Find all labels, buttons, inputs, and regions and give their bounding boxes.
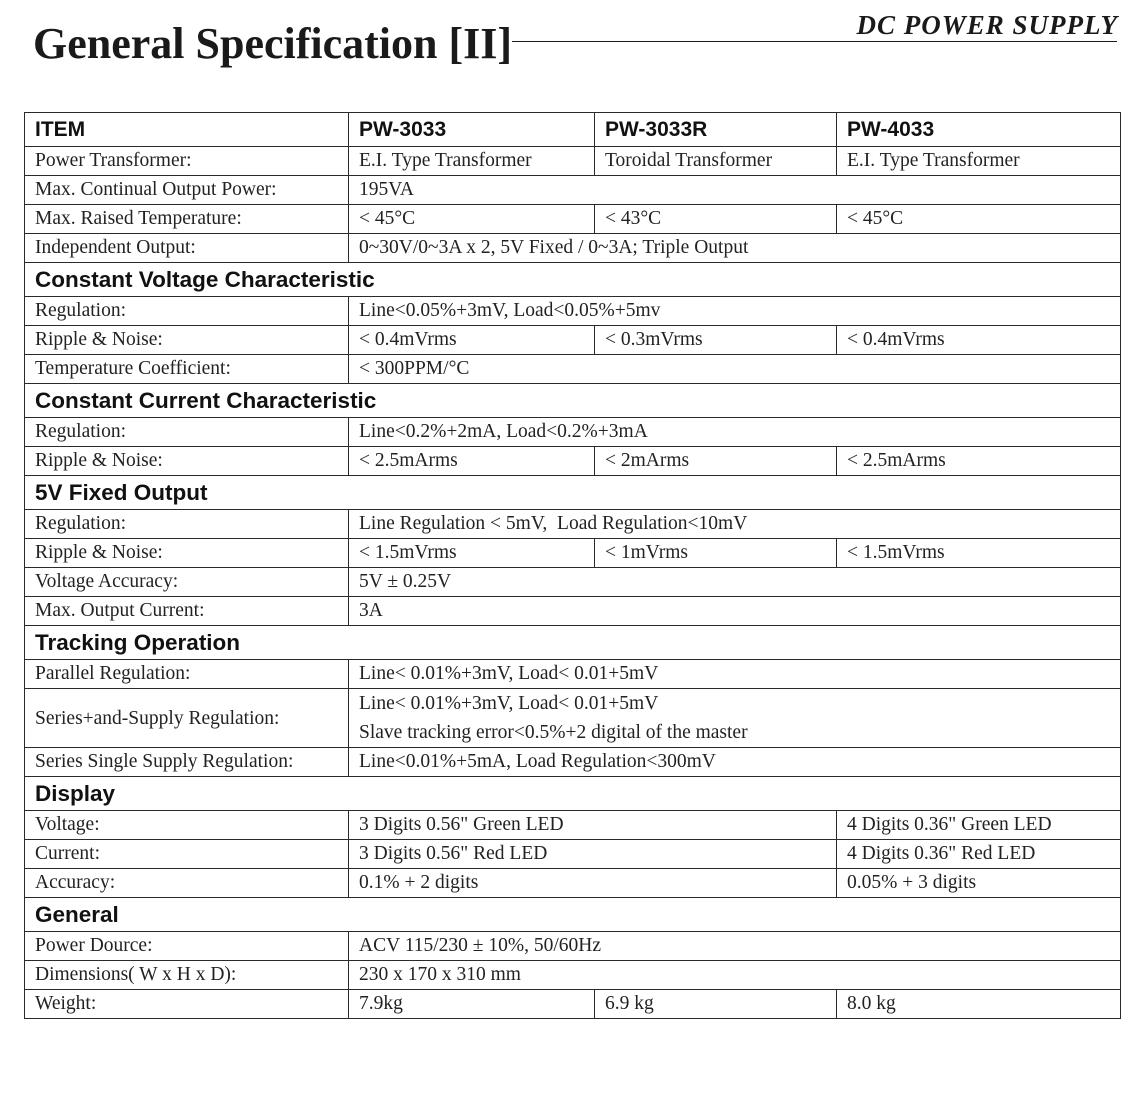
row-label: Regulation: xyxy=(25,510,349,539)
cell-value: < 300PPM/°C xyxy=(349,355,1121,384)
table-row xyxy=(25,447,1121,476)
table-row xyxy=(25,539,1121,568)
row-label: Current: xyxy=(25,840,349,869)
cell-value: 195VA xyxy=(349,176,1121,205)
row-label: Max. Raised Temperature: xyxy=(25,205,349,234)
section-heading: Display xyxy=(25,777,1121,811)
cell-value: E.I. Type Transformer xyxy=(837,147,1121,176)
cell-value: 5V ± 0.25V xyxy=(349,568,1121,597)
column-header-pw4033: PW-4033 xyxy=(837,113,1121,147)
section-row xyxy=(25,626,1121,660)
cell-value: < 1.5mVrms xyxy=(837,539,1121,568)
table-row xyxy=(25,176,1121,205)
table-row xyxy=(25,932,1121,961)
row-label: Max. Continual Output Power: xyxy=(25,176,349,205)
cell-value: < 2.5mArms xyxy=(837,447,1121,476)
row-label: Ripple & Noise: xyxy=(25,447,349,476)
column-header-item: ITEM xyxy=(25,113,349,147)
row-label: Dimensions( W x H x D): xyxy=(25,961,349,990)
table-row xyxy=(25,748,1121,777)
cell-value: < 2.5mArms xyxy=(349,447,595,476)
page-title: General Specification [II] xyxy=(33,19,513,68)
cell-value: 0.1% + 2 digits xyxy=(349,869,837,898)
table-row xyxy=(25,234,1121,263)
brand-label: DC POWER SUPPLY xyxy=(856,10,1118,40)
cell-value: Line Regulation < 5mV, Load Regulation<10mV xyxy=(349,510,1121,539)
row-label: Regulation: xyxy=(25,297,349,326)
table-row xyxy=(25,326,1121,355)
cell-value: Line<0.01%+5mA, Load Regulation<300mV xyxy=(349,748,1121,777)
table-row xyxy=(25,205,1121,234)
table-row xyxy=(25,597,1121,626)
row-label: Series+and-Supply Regulation: xyxy=(25,689,349,748)
cell-value: 6.9 kg xyxy=(595,990,837,1019)
cell-value: 230 x 170 x 310 mm xyxy=(349,961,1121,990)
table-row xyxy=(25,840,1121,869)
table-row xyxy=(25,297,1121,326)
row-label: Temperature Coefficient: xyxy=(25,355,349,384)
cell-value: < 0.4mVrms xyxy=(349,326,595,355)
table-row xyxy=(25,418,1121,447)
row-label: Regulation: xyxy=(25,418,349,447)
cell-value: < 43°C xyxy=(595,205,837,234)
table-row xyxy=(25,355,1121,384)
row-label: Ripple & Noise: xyxy=(25,539,349,568)
cell-line: Line< 0.01%+3mV, Load< 0.01+5mV xyxy=(359,693,659,714)
cell-value: Line<0.05%+3mV, Load<0.05%+5mv xyxy=(349,297,1121,326)
cell-value: < 2mArms xyxy=(595,447,837,476)
table-row xyxy=(25,689,1121,748)
row-label: Series Single Supply Regulation: xyxy=(25,748,349,777)
cell-value: 0.05% + 3 digits xyxy=(837,869,1121,898)
table-row xyxy=(25,147,1121,176)
column-header-pw3033: PW-3033 xyxy=(349,113,595,147)
row-label: Voltage: xyxy=(25,811,349,840)
row-label: Power Transformer: xyxy=(25,147,349,176)
cell-value: 7.9kg xyxy=(349,990,595,1019)
section-row xyxy=(25,476,1121,510)
spec-table xyxy=(24,112,1121,1019)
cell-value: ACV 115/230 ± 10%, 50/60Hz xyxy=(349,932,1121,961)
cell-value: 8.0 kg xyxy=(837,990,1121,1019)
row-label: Weight: xyxy=(25,990,349,1019)
table-row xyxy=(25,568,1121,597)
section-row xyxy=(25,777,1121,811)
section-row xyxy=(25,263,1121,297)
cell-value: E.I. Type Transformer xyxy=(349,147,595,176)
cell-value xyxy=(349,689,1121,748)
table-row xyxy=(25,660,1121,689)
section-row xyxy=(25,384,1121,418)
cell-value: 3 Digits 0.56" Green LED xyxy=(349,811,837,840)
table-header-row xyxy=(25,113,1121,147)
cell-line: Slave tracking error<0.5%+2 digital of the master xyxy=(359,722,748,743)
section-heading: Tracking Operation xyxy=(25,626,1121,660)
section-heading: General xyxy=(25,898,1121,932)
cell-value: < 45°C xyxy=(349,205,595,234)
cell-value: < 45°C xyxy=(837,205,1121,234)
cell-value: 0~30V/0~3A x 2, 5V Fixed / 0~3A; Triple Output xyxy=(349,234,1121,263)
cell-value: < 1mVrms xyxy=(595,539,837,568)
table-row xyxy=(25,990,1121,1019)
cell-value: 3A xyxy=(349,597,1121,626)
row-label: Accuracy: xyxy=(25,869,349,898)
table-row xyxy=(25,869,1121,898)
cell-value: < 0.3mVrms xyxy=(595,326,837,355)
row-label: Voltage Accuracy: xyxy=(25,568,349,597)
column-header-pw3033r: PW-3033R xyxy=(595,113,837,147)
row-label: Parallel Regulation: xyxy=(25,660,349,689)
row-label: Independent Output: xyxy=(25,234,349,263)
section-heading: 5V Fixed Output xyxy=(25,476,1121,510)
cell-value: 3 Digits 0.56" Red LED xyxy=(349,840,837,869)
section-row xyxy=(25,898,1121,932)
table-row xyxy=(25,811,1121,840)
cell-value: Line< 0.01%+3mV, Load< 0.01+5mV xyxy=(349,660,1121,689)
table-row xyxy=(25,961,1121,990)
cell-value: Line<0.2%+2mA, Load<0.2%+3mA xyxy=(349,418,1121,447)
cell-value: Toroidal Transformer xyxy=(595,147,837,176)
cell-value: 4 Digits 0.36" Green LED xyxy=(837,811,1121,840)
row-label: Power Dource: xyxy=(25,932,349,961)
table-row xyxy=(25,510,1121,539)
cell-value: < 1.5mVrms xyxy=(349,539,595,568)
section-heading: Constant Voltage Characteristic xyxy=(25,263,1121,297)
row-label: Max. Output Current: xyxy=(25,597,349,626)
cell-value: 4 Digits 0.36" Red LED xyxy=(837,840,1121,869)
section-heading: Constant Current Characteristic xyxy=(25,384,1121,418)
row-label: Ripple & Noise: xyxy=(25,326,349,355)
cell-value: < 0.4mVrms xyxy=(837,326,1121,355)
